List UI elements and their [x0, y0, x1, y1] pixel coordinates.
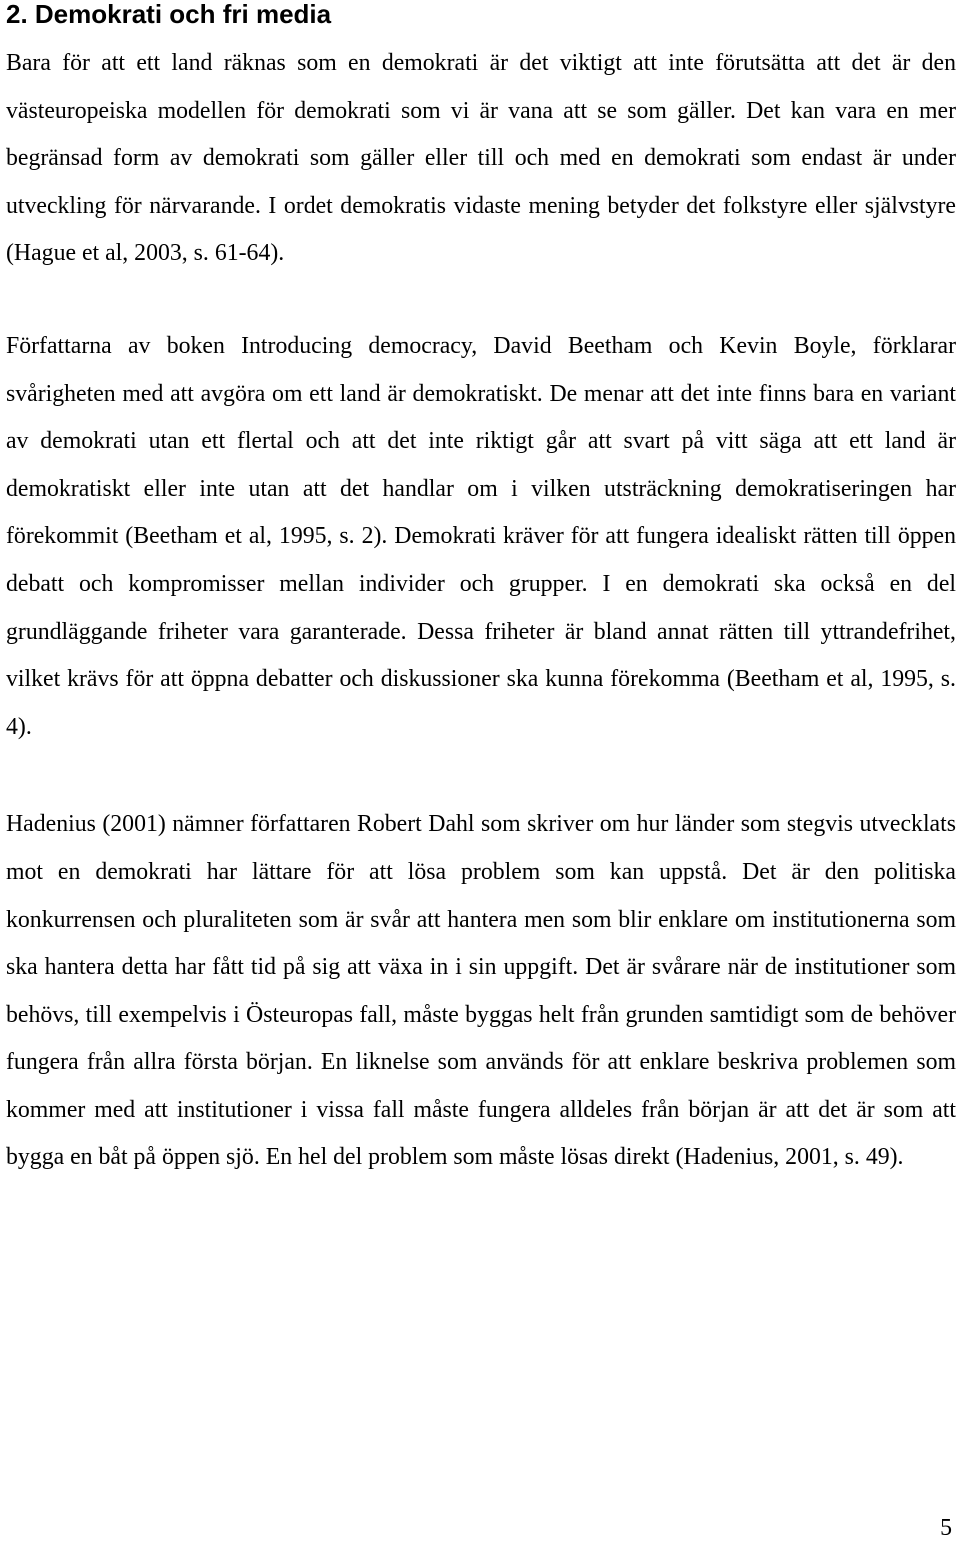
paragraph-1: Bara för att ett land räknas som en demokrati är det viktigt att inte förutsätta att det är den västeuropeiska modellen för demokrati som vi är vana att se som gäller. Det kan vara en mer begränsad form av demokrati som gäller eller till och med en demokrati som endast är under utveckling för närvarande. I ordet demokratis vidaste mening betyder det folkstyre eller självstyre (Hague et al, 2003, s. 61-64).: [6, 50, 956, 267]
section-heading: 2. Demokrati och fri media: [6, 0, 332, 29]
paragraph-3: Hadenius (2001) nämner författaren Robert Dahl som skriver om hur länder som stegvis utvecklats mot en demokrati har lättare för att lösa problem som kan uppstå. Det är den politiska konkurrensen och pluraliteten som är svår att hantera men som blir enklare om institutionerna som ska hantera detta har fått tid på sig att växa in i sin uppgift. Det är svårare när de institutioner som behövs, till exempelvis i Östeuropas fall, måste byggas helt från grunden samtidigt som de behöver fungera från allra första början. En liknelse som används för att enklare beskriva problemen som kommer med att institutioner i vissa fall måste fungera alldeles från början är att det är som att bygga en båt på öppen sjö. En hel del problem som måste lösas direkt (Hadenius, 2001, s. 49).: [6, 811, 956, 1171]
page-number: 5: [940, 1515, 952, 1541]
document-page: [6, 0, 956, 1182]
paragraph-2: Författarna av boken Introducing democracy, David Beetham och Kevin Boyle, förklarar svårigheten med att avgöra om ett land är demokratiskt. De menar att det inte finns bara en variant av demokrati utan ett flertal och att det inte riktigt går att svart på vitt säga att ett land är demokratiskt eller inte utan att det handlar om i vilken utsträckning demokratiseringen har förekommit (Beetham et al, 1995, s. 2). Demokrati kräver för att fungera idealiskt rätten till öppen debatt och kompromisser mellan individer och grupper. I en demokrati ska också en del grundläggande friheter vara garanterade. Dessa friheter är bland annat rätten till yttrandefrihet, vilket krävs för att öppna debatter och diskussioner ska kunna förekomma (Beetham et al, 1995, s. 4).: [6, 332, 956, 740]
